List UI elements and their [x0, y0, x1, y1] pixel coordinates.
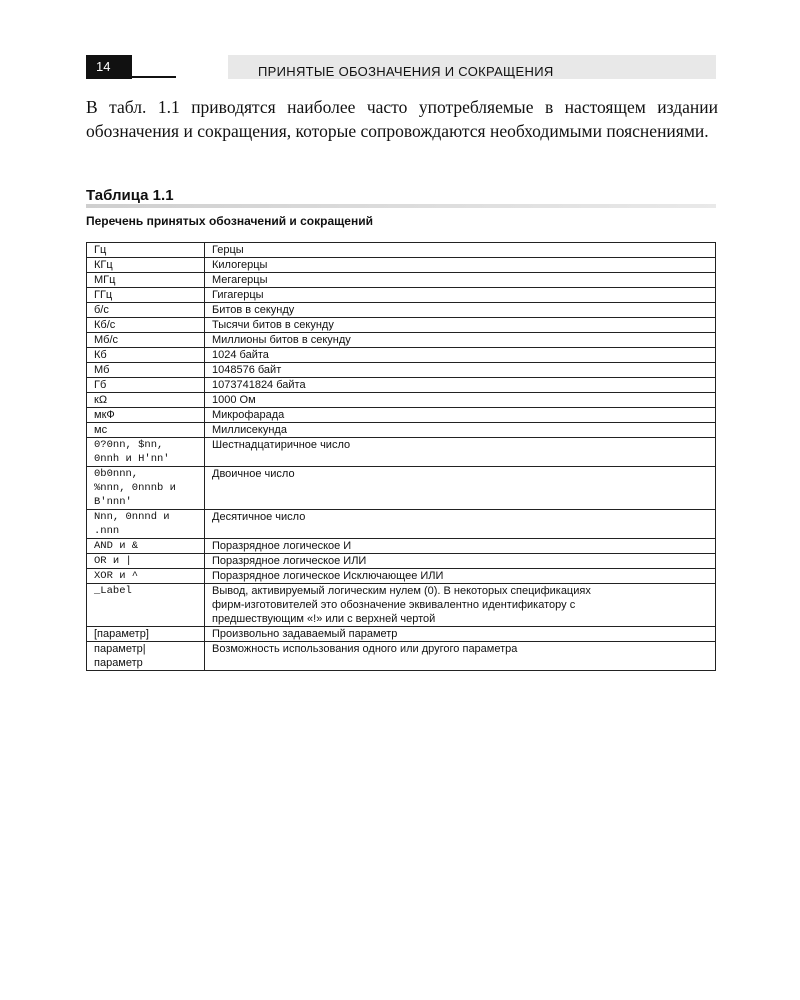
meaning-cell: Герцы	[205, 243, 716, 258]
term-cell: [параметр]	[87, 627, 205, 642]
table-row	[87, 258, 716, 273]
term-line: .nnn	[94, 525, 120, 537]
term-cell: Кб/с	[87, 318, 205, 333]
term-cell: _Label	[87, 584, 205, 627]
meaning-cell: Двоичное число	[205, 467, 716, 510]
term-line: B'nnn'	[94, 496, 132, 508]
term-line: Nnn, 0nnnd и	[94, 511, 170, 523]
caption-rule	[86, 204, 716, 208]
meaning-line: Вывод, активируемый логическим нулем (0). В некоторых спецификациях	[212, 585, 591, 597]
meaning-cell: Поразрядное логическое Исключающее ИЛИ	[205, 569, 716, 584]
term-cell: OR и |	[87, 554, 205, 569]
term-cell: КГц	[87, 258, 205, 273]
table-row	[87, 408, 716, 423]
intro-paragraph: В табл. 1.1 приводятся наиболее часто употребляемые в настоящем издании обозначения и сокращения, которые сопровождаются необходимыми пояснениями.	[86, 97, 718, 141]
table-row	[87, 378, 716, 393]
meaning-cell: 1024 байта	[205, 348, 716, 363]
table-row	[87, 348, 716, 363]
term-line: параметр	[94, 657, 143, 669]
table-row	[87, 363, 716, 378]
table-row	[87, 273, 716, 288]
meaning-cell: Произвольно задаваемый параметр	[205, 627, 716, 642]
meaning-cell: Битов в секунду	[205, 303, 716, 318]
meaning-cell	[205, 584, 716, 627]
table-row	[87, 303, 716, 318]
meaning-cell: 1048576 байт	[205, 363, 716, 378]
term-cell: кΩ	[87, 393, 205, 408]
table-row	[87, 584, 716, 627]
table-row	[87, 438, 716, 467]
table-row	[87, 510, 716, 539]
table-row	[87, 539, 716, 554]
term-line: 0b0nnn,	[94, 468, 139, 480]
meaning-cell: Микрофарада	[205, 408, 716, 423]
header-rule	[132, 76, 176, 78]
meaning-cell: Поразрядное логическое ИЛИ	[205, 554, 716, 569]
term-line: %nnn, 0nnnb и	[94, 482, 176, 494]
term-cell: мс	[87, 423, 205, 438]
term-cell: б/с	[87, 303, 205, 318]
term-cell: XOR и ^	[87, 569, 205, 584]
meaning-cell: Гигагерцы	[205, 288, 716, 303]
running-title: ПРИНЯТЫЕ ОБОЗНАЧЕНИЯ И СОКРАЩЕНИЯ	[258, 64, 554, 79]
meaning-line: фирм-изготовителей это обозначение эквивалентно идентификатору с	[212, 599, 576, 611]
table-row	[87, 423, 716, 438]
table-subcaption: Перечень принятых обозначений и сокращений	[86, 214, 373, 228]
term-cell: Гц	[87, 243, 205, 258]
term-line: 0nnh и H'nn'	[94, 453, 170, 465]
running-header	[86, 55, 716, 79]
meaning-cell: Миллионы битов в секунду	[205, 333, 716, 348]
meaning-cell: Мегагерцы	[205, 273, 716, 288]
table-row	[87, 318, 716, 333]
meaning-cell: Шестнадцатиричное число	[205, 438, 716, 467]
table-row	[87, 569, 716, 584]
term-cell	[87, 438, 205, 467]
table-caption: Таблица 1.1	[86, 187, 174, 204]
table-row	[87, 627, 716, 642]
meaning-cell: Миллисекунда	[205, 423, 716, 438]
term-line: 0?0nn, $nn,	[94, 439, 164, 451]
table-row	[87, 642, 716, 671]
table-row	[87, 393, 716, 408]
term-line: параметр|	[94, 643, 146, 655]
term-cell: Кб	[87, 348, 205, 363]
term-cell: Гб	[87, 378, 205, 393]
meaning-cell: Десятичное число	[205, 510, 716, 539]
meaning-cell: 1000 Ом	[205, 393, 716, 408]
abbreviations-table	[86, 242, 716, 671]
table-row	[87, 467, 716, 510]
table-row	[87, 243, 716, 258]
term-cell: ГГц	[87, 288, 205, 303]
term-cell: мкФ	[87, 408, 205, 423]
term-cell: Мб	[87, 363, 205, 378]
term-cell	[87, 467, 205, 510]
meaning-cell: Возможность использования одного или другого параметра	[205, 642, 716, 671]
table-row	[87, 554, 716, 569]
term-cell: AND и &	[87, 539, 205, 554]
page-number: 14	[86, 55, 132, 79]
meaning-cell: 1073741824 байта	[205, 378, 716, 393]
meaning-cell: Поразрядное логическое И	[205, 539, 716, 554]
term-cell	[87, 642, 205, 671]
term-cell: Мб/с	[87, 333, 205, 348]
table-row	[87, 288, 716, 303]
meaning-cell: Тысячи битов в секунду	[205, 318, 716, 333]
meaning-line: предшествующим «!» или с верхней чертой	[212, 613, 436, 625]
term-cell	[87, 510, 205, 539]
term-cell: МГц	[87, 273, 205, 288]
table-row	[87, 333, 716, 348]
meaning-cell: Килогерцы	[205, 258, 716, 273]
